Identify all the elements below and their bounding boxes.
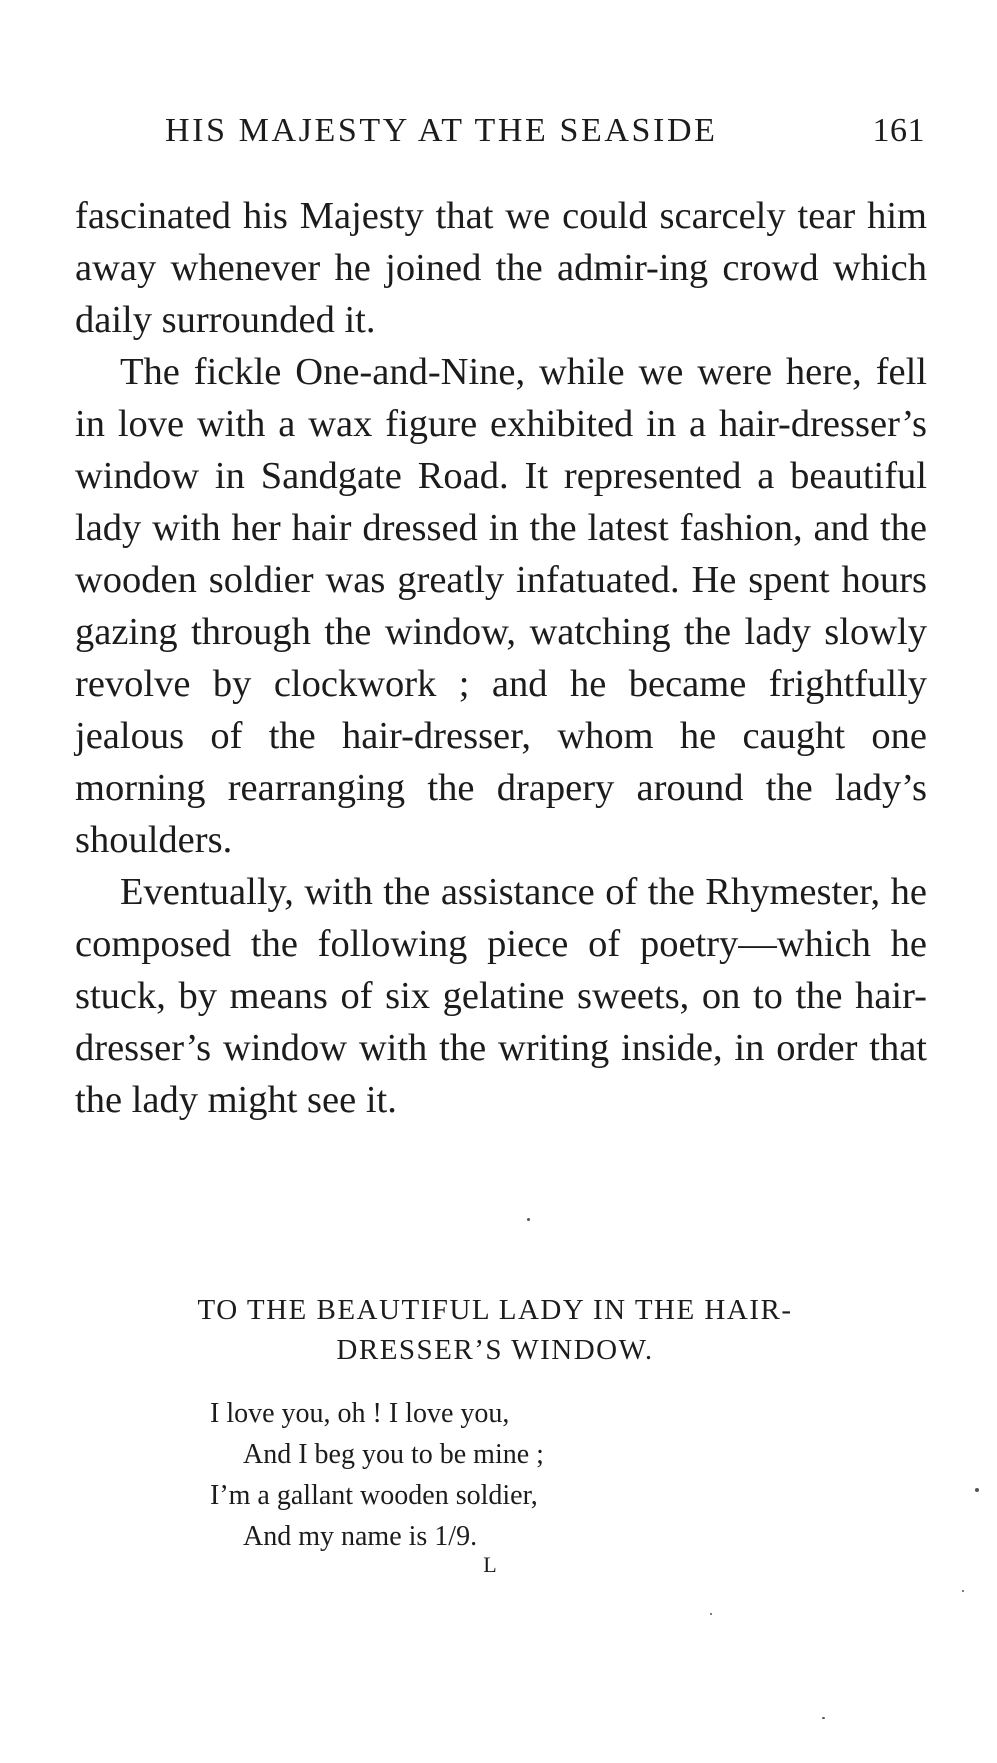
poem-title-line: TO THE BEAUTIFUL LADY IN THE HAIR-	[197, 1294, 793, 1326]
paragraph-continued: fascinated his Majesty that we could scarcely tear him away whenever he joined the admir-ing crowd which daily surrounded it.	[75, 195, 927, 341]
paragraph-poetry: Eventually, with the assistance of the Rhymester, he composed the following piece of poetry—which he stuck, by means of six gelatine sweets, on to the hair-dresser’s window with the writing inside, in order that the lady might see it.	[75, 871, 927, 1121]
poem	[210, 1393, 810, 1557]
poem-line: And my name is 1/9.	[243, 1521, 478, 1552]
running-head-title: HIS MAJESTY AT THE SEASIDE	[165, 112, 718, 149]
poem-line: I love you, oh ! I love you,	[210, 1398, 510, 1429]
ink-speck	[962, 1590, 964, 1592]
body-text	[75, 190, 927, 1126]
running-head	[165, 112, 925, 150]
ink-speck	[710, 1613, 712, 1615]
page-number: 161	[872, 112, 925, 149]
ink-speck	[975, 1488, 979, 1492]
poem-line: And I beg you to be mine ;	[243, 1439, 544, 1470]
ink-speck	[822, 1717, 825, 1719]
poem-line: I’m a gallant wooden soldier,	[210, 1480, 538, 1511]
paragraph-wax-figure: The fickle One-and-Nine, while we were here, fell in love with a wax figure exhibited in a hair-dresser’s window in Sandgate Road. It represented a beautiful lady with her hair dressed in the latest fashion, and the wooden soldier was greatly infatuated. He spent hours gazing through the window, watching the lady slowly revolve by clockwork ; and he became frightfully jealous of the hair-dresser, whom he caught one morning rearranging the drapery around the lady’s shoulders.	[75, 351, 927, 861]
poem-title-line: DRESSER’S WINDOW.	[336, 1334, 654, 1366]
signature-mark: L	[483, 1552, 497, 1577]
ink-speck	[527, 1218, 530, 1221]
poem-title	[100, 1290, 890, 1370]
